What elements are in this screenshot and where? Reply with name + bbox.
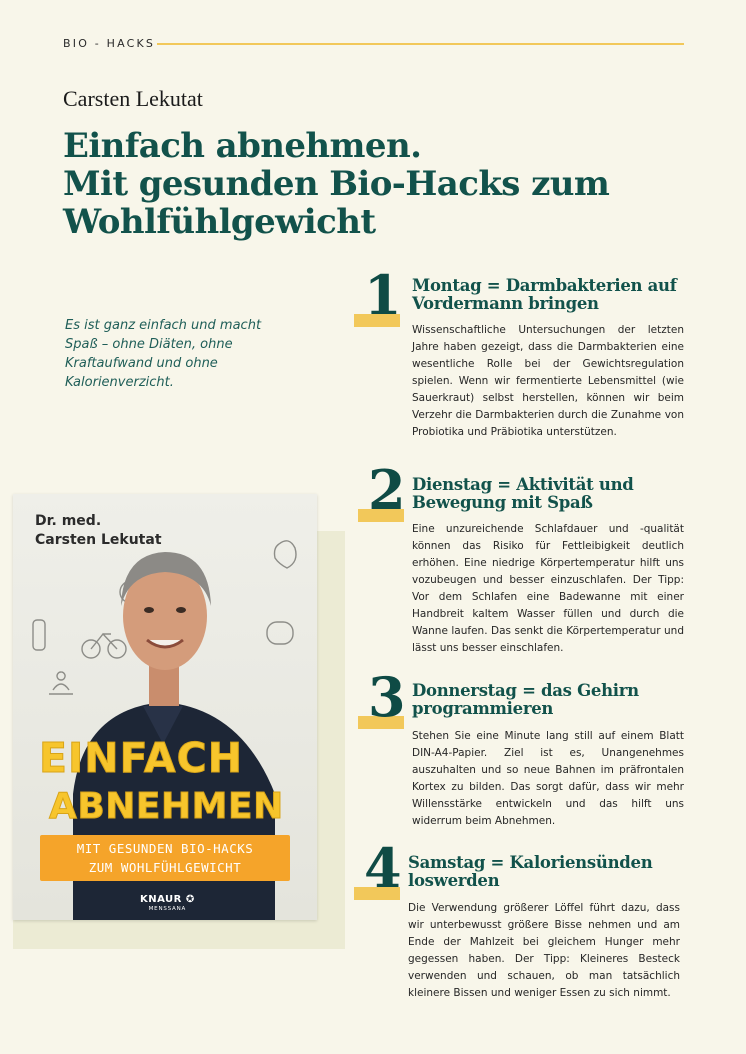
cover-title: ABNEHMEN — [49, 786, 284, 827]
tip-body: Stehen Sie eine Minute lang still auf einem Blatt DIN-A4-Papier. Ziel ist es, Unangenehmes auszuhalten und so neue Bahnen im präfrontalen Kortex zu bilden. Das sorgt dafür, dass wir mehr Willensstärke entwickeln und das hilft uns widerrum beim Abnehmen. — [412, 730, 684, 827]
cover-eye — [144, 607, 154, 613]
tagline-line: Kalorienverzicht. — [65, 375, 174, 390]
title-line: Einfach abnehmen. — [63, 126, 422, 166]
tagline-line: Spaß – ohne Diäten, ohne — [65, 337, 233, 352]
title-line: Mit gesunden Bio-Hacks zum — [63, 164, 610, 204]
publisher-logo — [140, 887, 195, 912]
tip-number: 2 — [368, 458, 406, 522]
tip-number: 4 — [364, 836, 402, 900]
bottle-doodle — [33, 620, 45, 650]
tip-heading-line: loswerden — [408, 871, 500, 890]
yoga-doodle — [49, 672, 73, 694]
tip-number: 1 — [364, 263, 402, 327]
tip-heading-line: Donnerstag = das Gehirn — [412, 681, 639, 700]
measuring-tape-doodle — [267, 622, 293, 644]
cover-subtitle-line: MIT GESUNDEN BIO-HACKS — [76, 841, 254, 856]
tip-heading-line: Montag = Darmbakterien auf — [412, 276, 677, 295]
author-name: Carsten Lekutat — [63, 86, 203, 111]
tip-body: Eine unzureichende Schlafdauer und -qualität können das Risiko für Fettleibigkeit deutlich erhöhen. Eine niedrige Körpertemperatur hilft uns vozubeugen und besser einzuschlafen. Der Tipp: Vor dem Schlafen eine Badewanne mit einer Handbreit kaltem Wasser füllen und durch die Wanne laufen. Das senkt die Körpertemperatur und lässt uns besser einschlafen. — [412, 523, 684, 654]
cover-author — [35, 512, 162, 550]
tip-heading-line: programmieren — [412, 699, 554, 718]
tip-body: Die Verwendung größerer Löffel führt dazu, dass wir unterbewusst größere Bisse nehmen und am Ende der Mahlzeit bei gleichem Hunger mehr gegessen haben. Der Tipp: Kleineres Besteck verwenden und schauen, ob man tatsächlich kleinere Bissen und weniger Essen zu sich nimmt. — [408, 902, 680, 999]
cover-subtitle-banner — [40, 835, 290, 881]
publisher-imprint: MENSSANA — [148, 906, 187, 912]
cover-author-line: Dr. med. — [35, 513, 102, 529]
tip-heading-line: Bewegung mit Spaß — [412, 493, 593, 512]
cover-eye — [176, 607, 186, 613]
page-title — [63, 127, 703, 241]
book-cover — [13, 494, 317, 920]
title-line: Wohlfühlgewicht — [63, 202, 376, 242]
tip-body: Wissenschaftliche Untersuchungen der letzten Jahre haben gezeigt, dass die Darmbakterien eine wesentliche Rolle bei der Gewichtsregulation spielen. Wenn wir fermentierte Lebensmittel (wie Sauerkraut) selbst herstellen, können wir beim Verzehr die Darmbakterien durch die Zunahme von Probiotika und Präbiotika unterstützen. — [412, 324, 684, 438]
tagline — [65, 316, 295, 392]
tagline-line: Es ist ganz einfach und macht — [65, 318, 262, 333]
header-rule — [157, 43, 684, 45]
header-label: BIO - HACKS — [63, 37, 156, 50]
tip-number: 3 — [368, 665, 406, 729]
tip-heading — [412, 476, 634, 512]
apple-doodle — [275, 541, 297, 568]
publisher-name: KNAUR — [140, 894, 182, 905]
tip-heading — [412, 682, 639, 718]
cover-subtitle-line: ZUM WOHLFÜHLGEWICHT — [88, 860, 242, 875]
tip-heading — [412, 277, 677, 313]
cover-title: EINFACH — [39, 734, 244, 782]
tip-heading — [408, 854, 652, 890]
tagline-line: Kraftaufwand und ohne — [65, 356, 218, 371]
tip-heading-line: Vordermann bringen — [412, 294, 599, 313]
tip-heading-line: Samstag = Kaloriensünden — [408, 853, 653, 872]
publisher-star-icon: ✪ — [181, 894, 195, 905]
cover-author-line: Carsten Lekutat — [35, 532, 162, 548]
tip-heading-line: Dienstag = Aktivität und — [412, 475, 634, 494]
